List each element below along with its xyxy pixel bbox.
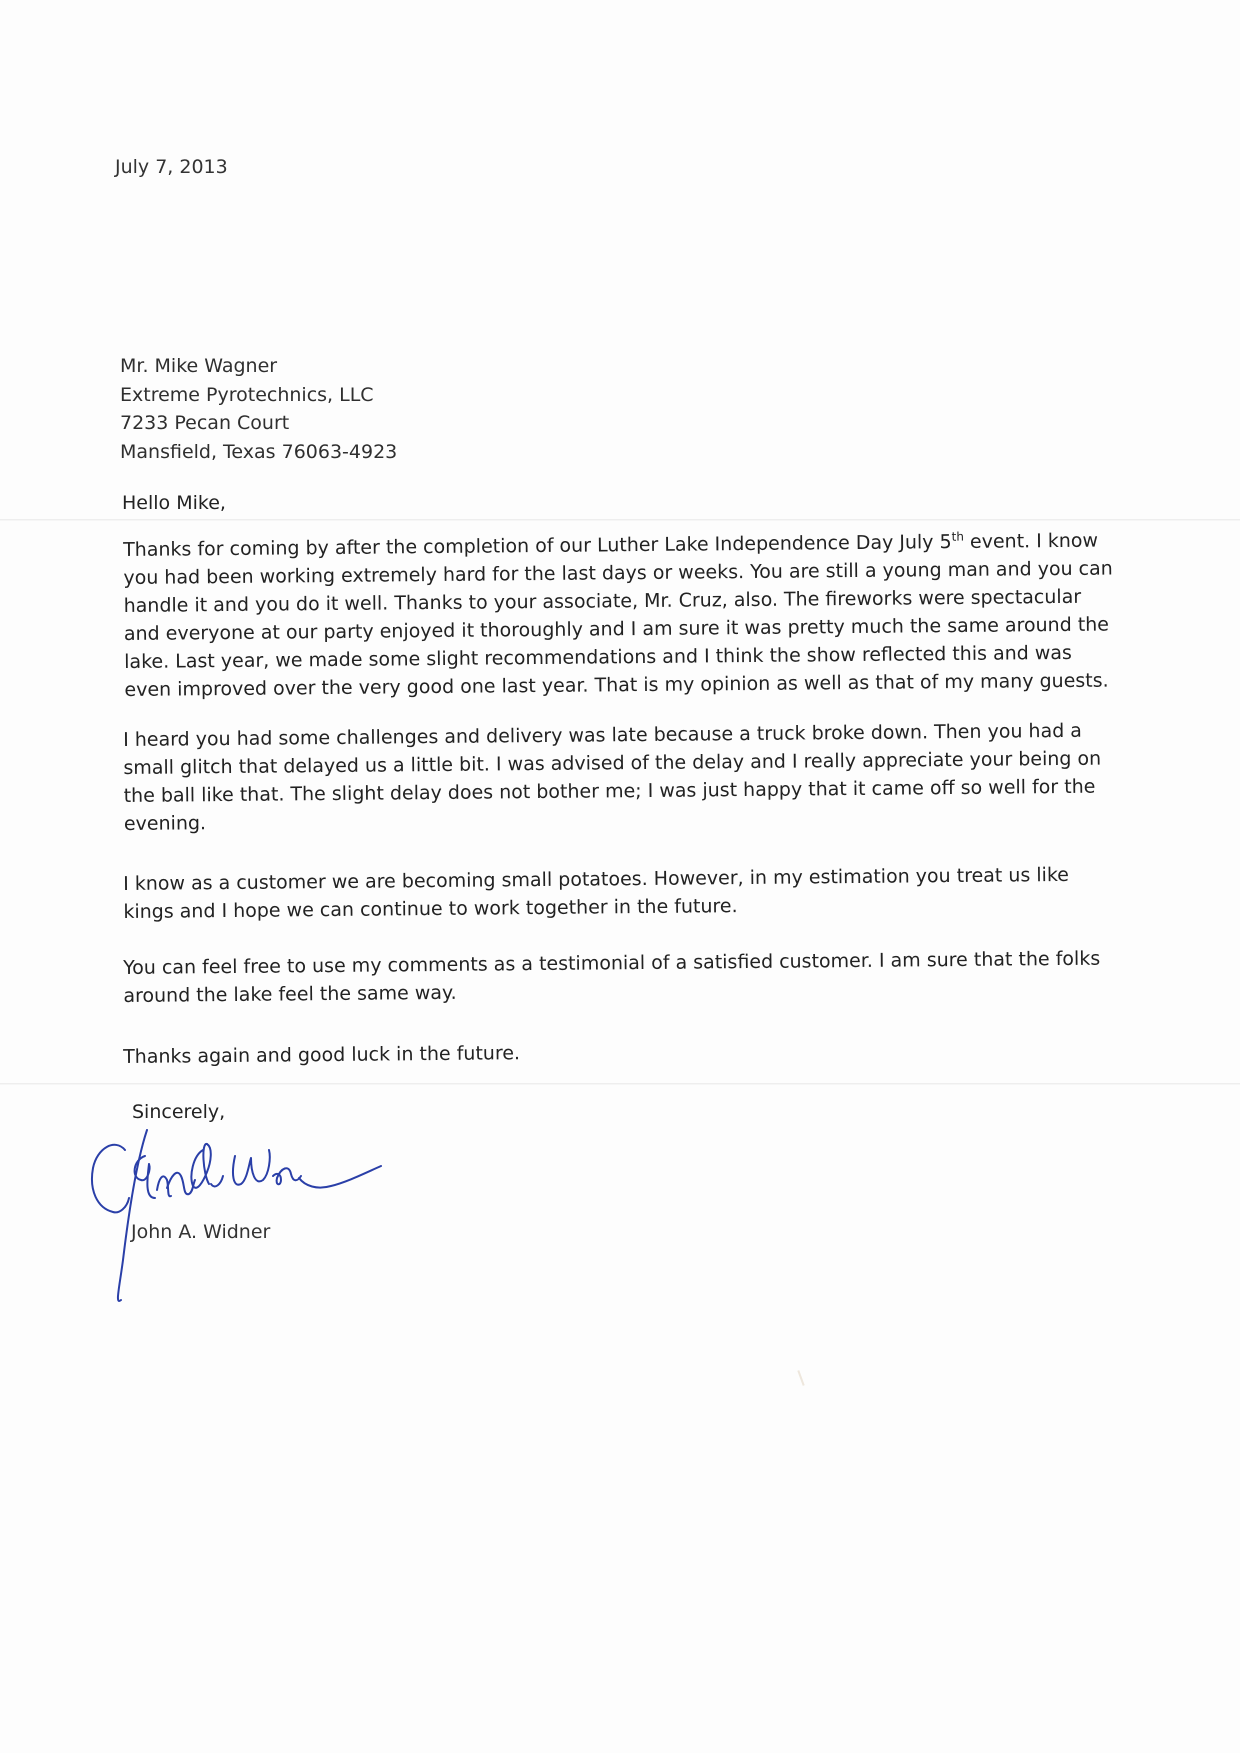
paragraph-thanks-again bbox=[123, 1034, 1093, 1071]
paragraph-customer bbox=[123, 861, 1093, 926]
paragraph-thanks bbox=[123, 527, 1113, 704]
ordinal-superscript: th bbox=[951, 529, 964, 544]
signer-name: John A. Widner bbox=[131, 1221, 271, 1243]
letter-greeting: Hello Mike, bbox=[122, 492, 226, 514]
paragraph-line: lake. Last year, we made some slight recommendations and I think the show reflected this and was bbox=[124, 641, 1072, 673]
paragraph-testimonial bbox=[123, 945, 1101, 1010]
letter-date: July 7, 2013 bbox=[115, 156, 228, 178]
recipient-address bbox=[120, 352, 397, 466]
handwritten-signature bbox=[85, 1120, 405, 1310]
letter-closing: Sincerely, bbox=[132, 1101, 226, 1123]
paragraph-line: I heard you had some challenges and delivery was late because a truck broke down. Then you had a bbox=[123, 719, 1083, 751]
recipient-city-state-zip: Mansfield, Texas 76063-4923 bbox=[120, 440, 398, 463]
paragraph-line: and everyone at our party enjoyed it thoroughly and I am sure it was pretty much the same around the bbox=[123, 613, 1110, 645]
paragraph-line: I know as a customer we are becoming small potatoes. However, in my estimation you treat us like bbox=[123, 863, 1070, 895]
paper-fold-line bbox=[0, 519, 1240, 521]
paper-fold-line bbox=[0, 1083, 1240, 1085]
recipient-company: Extreme Pyrotechnics, LLC bbox=[120, 383, 374, 406]
paragraph-line: around the lake feel the same way. bbox=[123, 981, 457, 1007]
paragraph-line: the ball like that. The slight delay does not bother me; I was just happy that it came off so well for the bbox=[123, 775, 1096, 807]
paragraph-line: handle it and you do it well. Thanks to your associate, Mr. Cruz, also. The fireworks were spectacular bbox=[123, 585, 1082, 617]
paragraph-line: kings and I hope we can continue to work together in the future. bbox=[123, 895, 738, 923]
paragraph-line: even improved over the very good one last year. That is my opinion as well as that of my many guests. bbox=[124, 669, 1109, 701]
paragraph-line: Thanks again and good luck in the future. bbox=[123, 1042, 521, 1068]
paragraph-line: Thanks for coming by after the completion of our Luther Lake Independence Day July 5th event. I know bbox=[123, 529, 1099, 561]
paragraph-line: You can feel free to use my comments as a testimonial of a satisfied customer. I am sure that the folks bbox=[123, 947, 1101, 979]
paragraph-line: small glitch that delayed us a little bit. I was advised of the delay and I really appreciate your being on bbox=[123, 747, 1102, 779]
paragraph-line: evening. bbox=[123, 812, 207, 835]
recipient-name: Mr. Mike Wagner bbox=[120, 355, 278, 377]
paragraph-line: you had been working extremely hard for the last days or weeks. You are still a young man and you can bbox=[123, 557, 1113, 589]
paragraph-challenges bbox=[123, 717, 1102, 838]
recipient-street: 7233 Pecan Court bbox=[120, 412, 290, 434]
paper-speck bbox=[797, 1370, 804, 1386]
